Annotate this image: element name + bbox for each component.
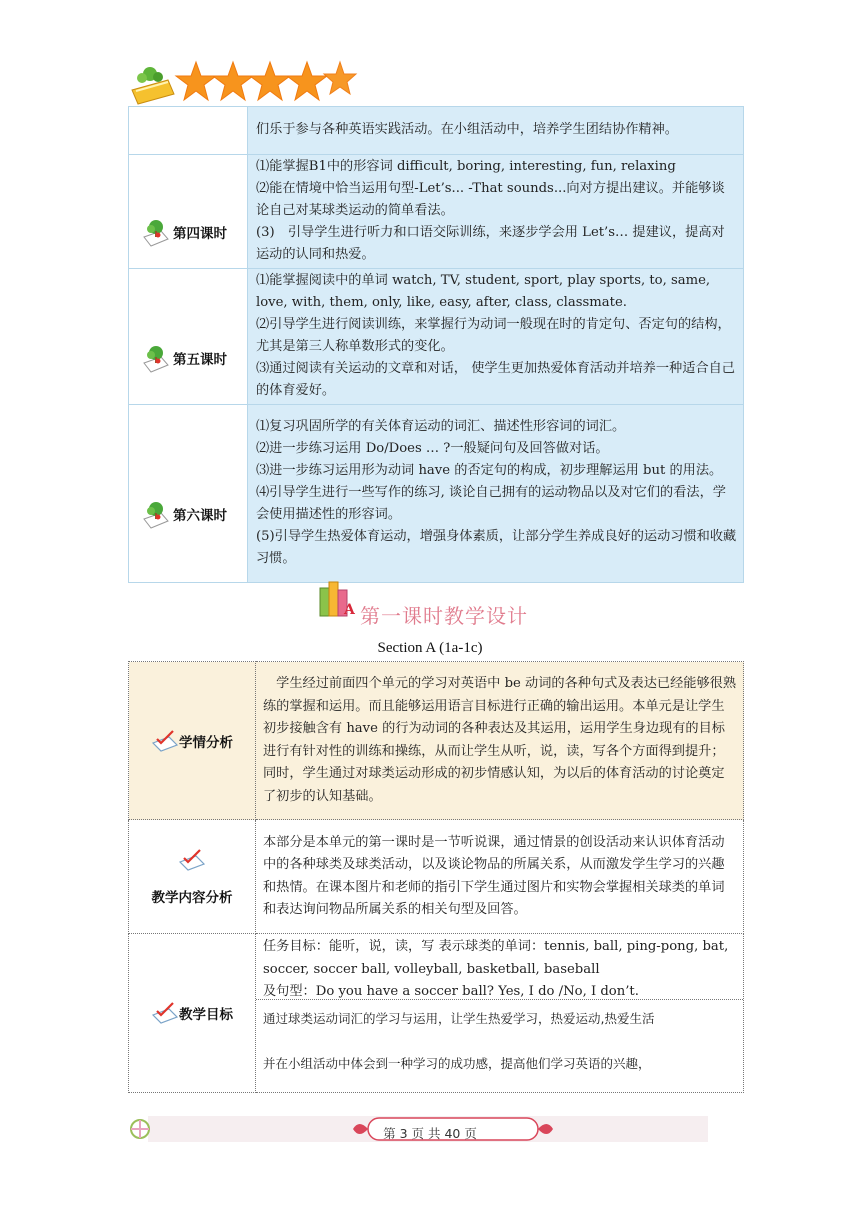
checklist-icon [151, 1001, 179, 1025]
star-icon [176, 62, 216, 100]
cell-line: ⑵进一步练习运用 Do/Does … ?一般疑问句及回答做对话。 [256, 441, 609, 456]
table-row [129, 107, 744, 155]
checklist-icon [178, 848, 206, 872]
lesson-design-table [128, 661, 744, 1093]
goals-pattern-text: 及句型：Do you have a soccer ball? Yes, I do /No, I don’t. [263, 984, 639, 999]
cell-line: ⑴能掌握阅读中的单词 watch, TV, student, sport, play sports, to, same, love, with, them, only, like, easy, after, class, classmate. [256, 273, 711, 310]
table-row [129, 405, 744, 583]
cell-line: ⑶通过阅读有关运动的文章和对话， 使学生更加热爱体育活动并培养一种适合自己的体育爱好。 [256, 361, 735, 398]
content-cell [248, 405, 744, 583]
label-cell [129, 269, 248, 405]
analysis-text: 学生经过前面四个单元的学习对英语中 be 动词的各种句式及表达已经能够很熟练的掌握和运用。而且能够运用语言目标进行正确的输出运用。本单元是让学生初步接触含有 have 的行为动词的各种表达及其运用，运用学生身边现有的目标进行有针对性的训练和操练，从而让学生从听，说，读，写各个方面得到提升；同时，学生通过对球类运动形成的初步情感认知，为以后的体育活动的讨论奠定了初步的认知基础。 [263, 676, 737, 804]
table-row [129, 155, 744, 269]
header-decoration [128, 60, 358, 106]
svg-text:A: A [344, 602, 355, 618]
content-cell [256, 934, 744, 1093]
star-icon [324, 62, 356, 94]
label-cell [129, 107, 248, 155]
section-subtitle: Section A (1a-1c) [377, 640, 483, 656]
label-cell [129, 405, 248, 583]
table-row [129, 662, 744, 820]
cell-line: ⑵引导学生进行阅读训练，来掌握行为动词一般现在时的肯定句、否定句的结构，尤其是第三人称单数形式的变化。 [256, 317, 731, 354]
star-icon [213, 62, 253, 100]
goals-emotion-line-1: 通过球类运动词汇的学习与运用，让学生热爱学习，热爱运动,热爱生活 [263, 1011, 655, 1026]
lesson-label-text: 第五课时 [173, 351, 227, 368]
cell-line: 们乐于参与各种英语实践活动。在小组活动中，培养学生团结协作精神。 [256, 122, 678, 137]
lesson-label-text: 第六课时 [173, 507, 227, 524]
label-cell [129, 662, 256, 820]
content-cell [248, 107, 744, 155]
design-title: 第一课时教学设计 [360, 604, 528, 628]
content-analysis-text: 本部分是本单元的第一课时是一节听说课，通过情景的创设活动来认识体育活动中的各种球类及球类活动，以及谈论物品的所属关系，从而激发学生学习的兴趣和热情。在课本图片和老师的指引下学生通过图片和实物会掌握相关球类的单词和表达询问物品所属关系的相关句型及回答。 [263, 834, 725, 917]
lesson-label-text: 第四课时 [173, 225, 227, 242]
table-row [129, 269, 744, 405]
lesson-objectives-table [128, 106, 744, 583]
star-icon [250, 62, 290, 100]
label-cell [129, 820, 256, 934]
content-cell [256, 820, 744, 934]
cell-line: ⑴复习巩固所学的有关体育运动的词汇、描述性形容词的词汇。 [256, 419, 626, 434]
table-row [129, 820, 744, 934]
content-analysis-label: 教学内容分析 [151, 889, 233, 906]
label-cell [129, 934, 256, 1093]
flower-pot-icon [132, 67, 174, 104]
cell-line: ⑷引导学生进行一些写作的练习, 谈论自己拥有的运动物品以及对它们的看法，学会使用描述性的形容词。 [256, 485, 726, 522]
apple-tree-icon [141, 499, 171, 529]
label-cell [129, 155, 248, 269]
star-icon [287, 62, 327, 100]
cell-line: (5)引导学生热爱体育运动，增强身体素质，让部分学生养成良好的运动习惯和收藏习惯。 [256, 529, 737, 566]
cell-line: (3) 引导学生进行听力和口语交际训练，来逐步学会用 Let’s… 提建议，提高对运动的认同和热爱。 [256, 225, 725, 262]
goals-task-text: 任务目标：能听，说，读，写 表示球类的单词：tennis, ball, ping-pong, bat, soccer, soccer ball, volleyball, basketball, baseball [263, 939, 729, 977]
cell-line: ⑶进一步练习运用形为动词 have 的否定句的构成，初步理解运用 but 的用法。 [256, 463, 723, 478]
goals-label: 教学目标 [179, 1007, 233, 1023]
content-cell [248, 155, 744, 269]
cell-line: ⑴能掌握B1中的形容词 difficult, boring, interesting, fun, relaxing [256, 159, 676, 174]
cell-line: ⑵能在情境中恰当运用句型-Let’s... -That sounds...向对方提出建议。并能够谈论自己对某球类运动的简单看法。 [256, 181, 725, 218]
checklist-icon [151, 729, 179, 753]
apple-tree-icon [141, 343, 171, 373]
content-cell [256, 662, 744, 820]
books-icon [318, 578, 358, 620]
table-row [129, 934, 744, 1093]
page-number: 第 3 页 共 40 页 [383, 1126, 477, 1141]
apple-tree-icon [141, 217, 171, 247]
goals-emotion-line-2: 并在小组活动中体会到一种学习的成功感，提高他们学习英语的兴趣， [263, 1055, 651, 1071]
analysis-label: 学情分析 [179, 734, 233, 751]
content-cell [248, 269, 744, 405]
